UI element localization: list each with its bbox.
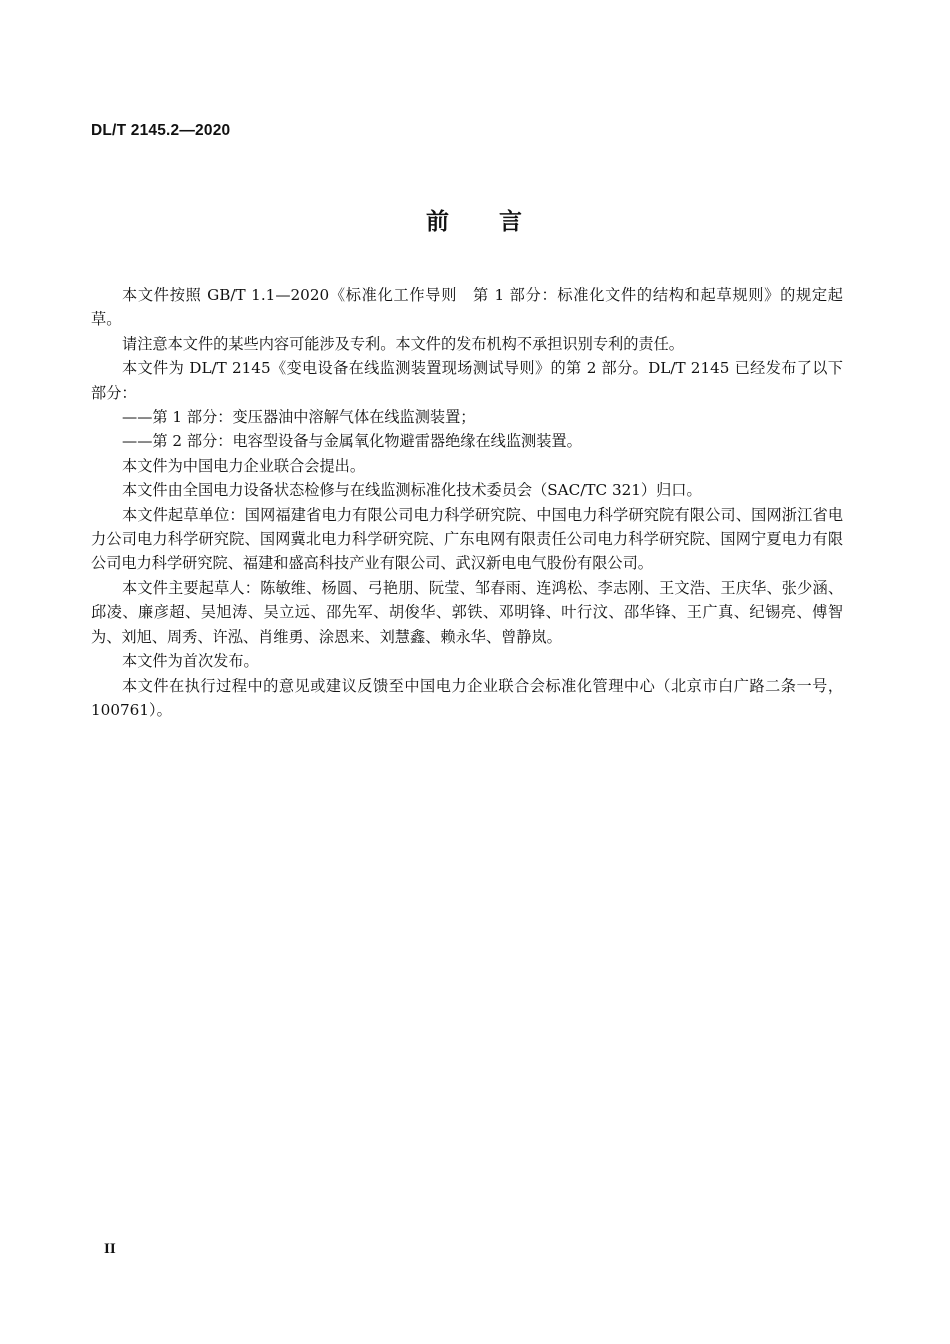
paragraph-technical-committee: 本文件由全国电力设备状态检修与在线监测标准化技术委员会（SAC/TC 321）归口。 bbox=[122, 481, 702, 500]
paragraph-proposer: 本文件为中国电力企业联合会提出。 bbox=[122, 456, 365, 475]
foreword-body bbox=[91, 283, 843, 722]
document-code: DL/T 2145.2—2020 bbox=[91, 122, 231, 139]
title-char-2: 言 bbox=[499, 209, 524, 235]
paragraph-feedback-contact: 本文件在执行过程中的意见或建议反馈至中国电力企业联合会标准化管理中心（北京市白广路二条一号，100761）。 bbox=[91, 676, 843, 719]
title-char-1: 前 bbox=[426, 209, 451, 235]
paragraph-drafters: 本文件主要起草人：陈敏维、杨圆、弓艳朋、阮莹、邹春雨、连鸿松、李志刚、王文浩、王庆华、张少涵、邱凌、廉彦超、吴旭涛、吴立远、邵先军、胡俊华、郭铁、邓明锋、叶行汶、邵华锋、王广真、纪锡亮、傅智为、刘旭、周秀、许泓、肖维勇、涂恩来、刘慧鑫、赖永华、曾静岚。 bbox=[91, 578, 843, 646]
paragraph-drafting-organizations: 本文件起草单位：国网福建省电力有限公司电力科学研究院、中国电力科学研究院有限公司、国网浙江省电力公司电力科学研究院、国网冀北电力科学研究院、广东电网有限责任公司电力科学研究院、国网宁夏电力有限公司电力科学研究院、福建和盛高科技产业有限公司、武汉新电电气股份有限公司。 bbox=[91, 505, 843, 573]
paragraph-first-release: 本文件为首次发布。 bbox=[122, 652, 259, 671]
page-number: II bbox=[104, 1241, 116, 1257]
paragraph-series-intro: 本文件为 DL/T 2145《变电设备在线监测装置现场测试导则》的第 2 部分。DL/T 2145 已经发布了以下部分： bbox=[91, 359, 843, 402]
paragraph-patent-notice: 请注意本文件的某些内容可能涉及专利。本文件的发布机构不承担识别专利的责任。 bbox=[122, 334, 684, 353]
list-item-part-1: ——第 1 部分：变压器油中溶解气体在线监测装置； bbox=[122, 408, 476, 427]
list-item-part-2: ——第 2 部分：电容型设备与金属氧化物避雷器绝缘在线监测装置。 bbox=[122, 432, 582, 451]
page-title bbox=[0, 203, 950, 236]
paragraph-drafting-basis: 本文件按照 GB/T 1.1—2020《标准化工作导则 第 1 部分：标准化文件的结构和起草规则》的规定起草。 bbox=[91, 286, 843, 329]
